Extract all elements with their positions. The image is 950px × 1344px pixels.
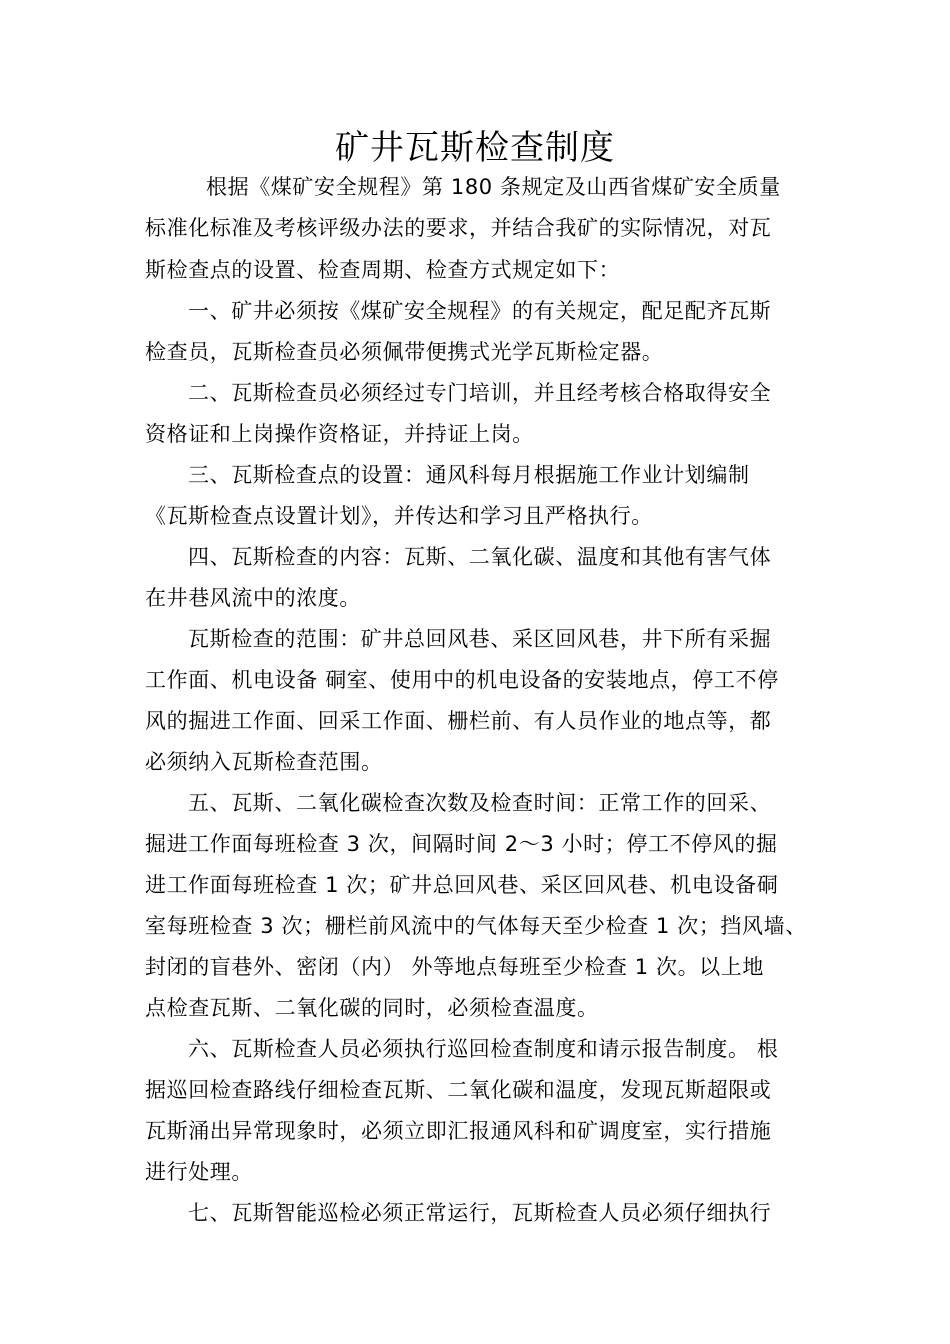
paragraph-line: 封闭的盲巷外、密闭（内） 外等地点每班至少检查 1 次。以上地 <box>145 955 764 979</box>
paragraph-line: 三、瓦斯检查点的设置：通风科每月根据施工作业计划编制 <box>188 463 750 487</box>
paragraph-line: 根据《煤矿安全规程》第 180 条规定及山西省煤矿安全质量 <box>206 175 781 199</box>
paragraph-line: 工作面、机电设备 硐室、使用中的机电设备的安装地点，停工不停 <box>145 668 779 692</box>
paragraph-line: 五、瓦斯、二氧化碳检查次数及检查时间：正常工作的回采、 <box>188 791 772 815</box>
paragraph-line: 点检查瓦斯、二氧化碳的同时，必须检查温度。 <box>145 996 599 1020</box>
paragraph-line: 斯检查点的设置、检查周期、检查方式规定如下： <box>145 258 621 282</box>
paragraph-line: 进工作面每班检查 1 次；矿井总回风巷、采区回风巷、机电设备硐 <box>145 873 779 897</box>
paragraph-line: 标准化标准及考核评级办法的要求，并结合我矿的实际情况，对瓦 <box>145 216 772 240</box>
paragraph-line: 必须纳入瓦斯检查范围。 <box>145 750 383 774</box>
paragraph-line: 二、瓦斯检查员必须经过专门培训，并且经考核合格取得安全 <box>188 381 772 405</box>
paragraph-line: 六、瓦斯检查人员必须执行巡回检查制度和请示报告制度。 根 <box>188 1037 779 1061</box>
paragraph-line: 瓦斯检查的范围：矿井总回风巷、采区回风巷，井下所有采掘 <box>188 627 772 651</box>
paragraph-line: 瓦斯涌出异常现象时，必须立即汇报通风科和矿调度室，实行措施 <box>145 1119 772 1143</box>
paragraph-line: 七、瓦斯智能巡检必须正常运行，瓦斯检查人员必须仔细执行 <box>188 1201 772 1225</box>
document-title: 矿井瓦斯检查制度 <box>335 128 615 168</box>
paragraph-line: 一、矿井必须按《煤矿安全规程》的有关规定，配足配齐瓦斯 <box>188 299 772 323</box>
paragraph-line: 室每班检查 3 次；栅栏前风流中的气体每天至少检查 1 次；挡风墙、 <box>145 914 807 938</box>
paragraph-line: 在井巷风流中的浓度。 <box>145 586 361 610</box>
paragraph-line: 据巡回检查路线仔细检查瓦斯、二氧化碳和温度，发现瓦斯超限或 <box>145 1078 772 1102</box>
paragraph-line: 四、瓦斯检查的内容：瓦斯、二氧化碳、温度和其他有害气体 <box>188 545 772 569</box>
paragraph-line: 检查员，瓦斯检查员必须佩带便携式光学瓦斯检定器。 <box>145 340 664 364</box>
paragraph-line: 资格证和上岗操作资格证，并持证上岗。 <box>145 422 534 446</box>
paragraph-line: 进行处理。 <box>145 1160 253 1184</box>
paragraph-line: 风的掘进工作面、回采工作面、栅栏前、有人员作业的地点等，都 <box>145 709 772 733</box>
paragraph-line: 掘进工作面每班检查 3 次，间隔时间 2～3 小时；停工不停风的掘 <box>145 832 778 856</box>
paragraph-line: 《瓦斯检查点设置计划》，并传达和学习且严格执行。 <box>145 504 653 528</box>
